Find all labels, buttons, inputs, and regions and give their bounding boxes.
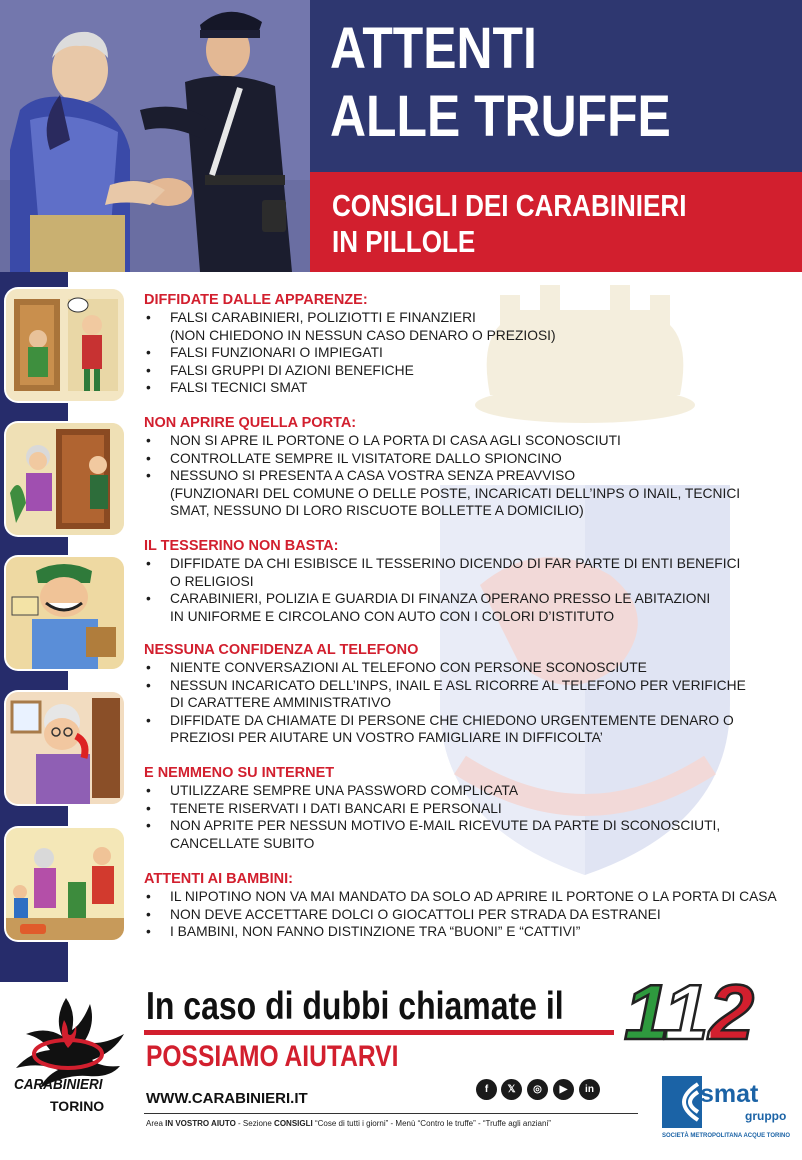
youtube-icon[interactable]: ▶ [553,1079,574,1100]
list-item: • CARABINIERI, POLIZIA E GUARDIA DI FINANZA OPERANO PRESSO LE ABITAZIONI IN UNIFORME E CIRCOLANO CON AUTO CON I COLORI D’ISTITUTO [144,590,794,625]
header-banner [0,0,802,272]
list-item: • NIENTE CONVERSAZIONI AL TELEFONO CON PERSONE SCONOSCIUTE [144,659,794,677]
phone-grandma-icon [6,692,124,804]
section-phone [144,642,794,747]
emergency-number-text: 112 [624,975,754,1047]
footer-subtitle: POSSIAMO AIUTARVI [146,1040,399,1073]
footer-cta: In caso di dubbi chiamate il [146,985,564,1028]
facebook-icon[interactable]: f [476,1079,497,1100]
section-heading: DIFFIDATE DALLE APPARENZE: [144,292,368,308]
red-stripe [144,1030,614,1035]
title-line-1: ATTENTI [330,16,537,81]
x-icon[interactable]: 𝕏 [501,1079,522,1100]
emergency-number [620,975,760,1047]
footer-divider [144,1113,638,1114]
list-item: • FALSI FUNZIONARI O IMPIEGATI [144,344,794,362]
section-children [144,871,794,941]
title-line-2: ALLE TRUFFE [330,84,671,149]
smat-name: smat [700,1080,759,1108]
hero-photo-illustration [0,0,310,272]
list-item: • NON SI APRE IL PORTONE O LA PORTA DI CASA AGLI SCONOSCIUTI [144,432,794,450]
thumb-phone-grandma [6,692,124,804]
list-item: • IL NIPOTINO NON VA MAI MANDATO DA SOLO AD APRIRE IL PORTONE O LA PORTA DI CASA [144,888,794,906]
list-item: • NON DEVE ACCETTARE DOLCI O GIOCATTOLI PER STRADA DA ESTRANEI [144,906,794,924]
section-heading: NON APRIRE QUELLA PORTA: [144,415,357,431]
subtitle-line-1: CONSIGLI DEI CARABINIERI [332,188,687,223]
footer-url[interactable]: WWW.CARABINIERI.IT [146,1090,308,1107]
list-item: • DIFFIDATE DA CHIAMATE DI PERSONE CHE CHIEDONO URGENTEMENTE DENARO O PREZIOSI PER AIUTARE UN VOSTRO FAMIGLIARE IN DIFFICOLTA’ [144,712,794,747]
carabinieri-city: TORINO [50,1098,105,1114]
section-heading: IL TESSERINO NON BASTA: [144,538,339,554]
list-item: • TENETE RISERVATI I DATI BANCARI E PERSONALI [144,800,794,818]
list-item: • I BAMBINI, NON FANNO DISTINZIONE TRA “BUONI” E “CATTIVI” [144,923,794,941]
smat-gruppo: gruppo [745,1109,787,1123]
section-badge [144,538,794,625]
smat-full-name: SOCIETÀ METROPOLITANA ACQUE TORINO [662,1133,791,1139]
instagram-icon[interactable]: ◎ [527,1079,548,1100]
thumb-spyhole-scene [6,423,124,535]
list-item: • FALSI GRUPPI DI AZIONI BENEFICHE [144,362,794,380]
children-scene-icon [6,828,124,940]
list-item: • FALSI TECNICI SMAT [144,379,794,397]
list-item: • CONTROLLATE SEMPRE IL VISITATORE DALLO SPIONCINO [144,450,794,468]
footer-note: Area IN VOSTRO AIUTO - Sezione CONSIGLI “Cose di tutti i giorni” - Menù “Contro le truffe” - “Truffe agli anziani” [146,1119,551,1128]
subtitle-line-2: IN PILLOLE [332,224,476,259]
section-internet [144,765,794,852]
list-item: • FALSI CARABINIERI, POLIZIOTTI E FINANZIERI (NON CHIEDONO IN NESSUN CASO DENARO O PREZIOSI) [144,309,794,344]
subtitle-band [310,172,802,272]
section-heading: NESSUNA CONFIDENZA AL TELEFONO [144,642,419,658]
list-item: • NESSUNO SI PRESENTA A CASA VOSTRA SENZA PREAVVISO (FUNZIONARI DEL COMUNE O DELLE POSTE, INCARICATI DELL’INPS O INAIL, TECNICI SMAT, NESSUNO DI LORO RISCUOTE BOLLETTE A DOMICILIO) [144,467,794,520]
list-item: • DIFFIDATE DA CHI ESIBISCE IL TESSERINO DICENDO DI FAR PARTE DI ENTI BENEFICI O RELIGIOSI [144,555,794,590]
spyhole-scene-icon [6,423,124,535]
section-door [144,415,794,520]
list-item: • NESSUN INCARICATO DELL’INPS, INAIL E ASL RICORRE AL TELEFONO PER VERIFICHE DI CARATTERE AMMINISTRATIVO [144,677,794,712]
badge-man-icon [6,557,124,669]
hero-photo [0,0,310,272]
thumb-children-scene [6,828,124,940]
section-heading: ATTENTI AI BAMBINI: [144,871,294,887]
carabinieri-brand: CARABINIERI [14,1076,103,1093]
list-item: • UTILIZZARE SEMPRE UNA PASSWORD COMPLICATA [144,782,794,800]
thumb-badge-man [6,557,124,669]
section-heading: E NEMMENO SU INTERNET [144,765,335,781]
list-item: • NON APRITE PER NESSUN MOTIVO E-MAIL RICEVUTE DA PARTE DI SCONOSCIUTI, CANCELLATE SUBITO [144,817,794,852]
door-scene-icon [6,289,124,401]
linkedin-icon[interactable]: in [579,1079,600,1100]
section-appearances [144,292,794,397]
thumb-door-scene [6,289,124,401]
